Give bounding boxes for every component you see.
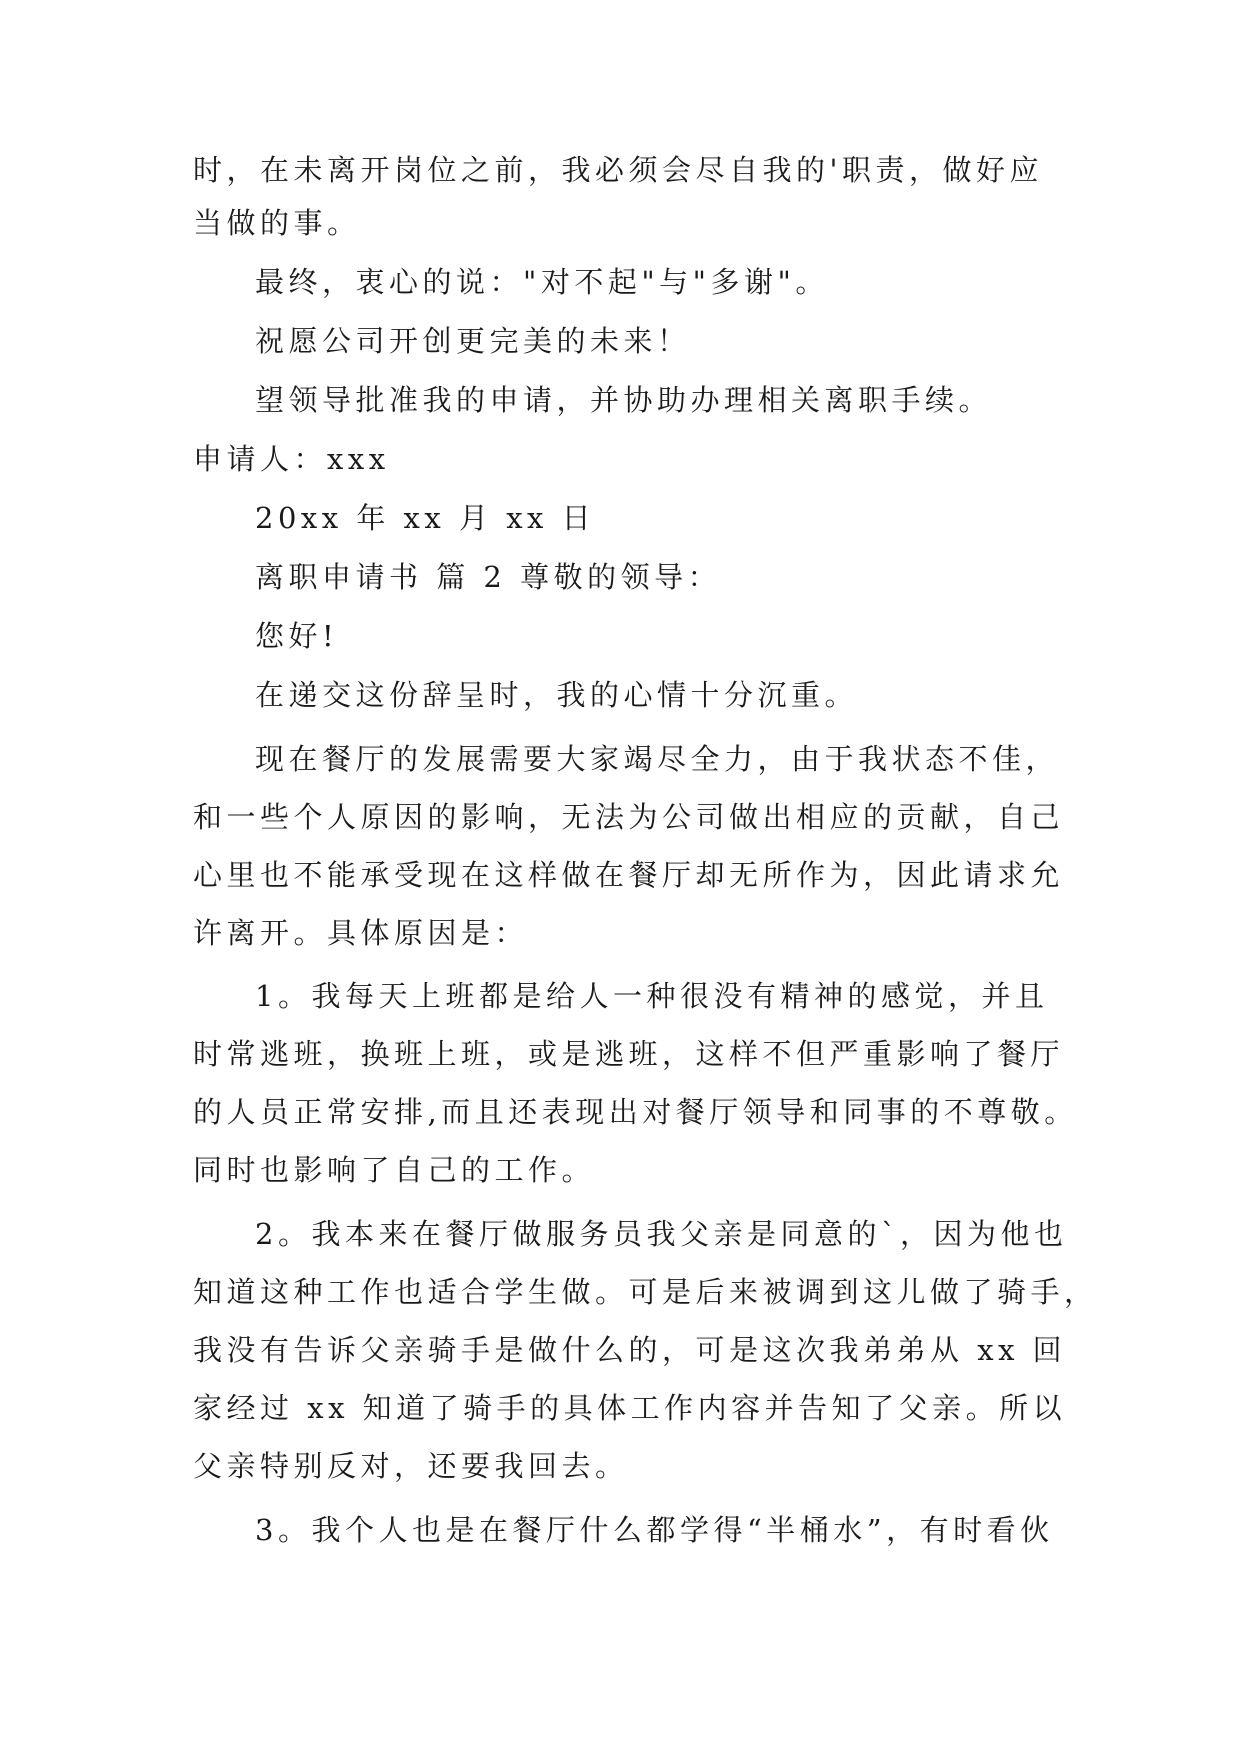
text-line: 现在餐厅的发展需要大家竭尽全力，由于我状态不佳， — [255, 742, 1060, 776]
text-line: 心里也不能承受现在这样做在餐厅却无所作为，因此请求允 — [193, 858, 1065, 892]
greeting: 您好! — [255, 619, 339, 653]
text-line: 和一些个人原因的影响，无法为公司做出相应的贡献，自己 — [193, 800, 1065, 834]
text-line: 1。我每天上班都是给人一种很没有精神的感觉，并且 — [255, 979, 1049, 1013]
text-line: 时常逃班，换班上班，或是逃班，这样不但严重影响了餐厅 — [193, 1037, 1065, 1071]
text-line: 的人员正常安排,而且还表现出对餐厅领导和同事的不尊敬。 — [193, 1095, 1078, 1129]
date-line: 20xx 年 xx 月 xx 日 — [255, 501, 596, 535]
text-line: 3。我个人也是在餐厅什么都学得“半桶水”，有时看伙 — [255, 1513, 1054, 1547]
text-line: 望领导批准我的申请，并协助办理相关离职手续。 — [255, 383, 993, 417]
text-line: 知道这种工作也适合学生做。可是后来被调到这儿做了骑手， — [193, 1275, 1098, 1309]
text-line: 我没有告诉父亲骑手是做什么的，可是这次我弟弟从 xx 回 — [193, 1333, 1067, 1367]
text-line: 祝愿公司开创更完美的未来！ — [255, 324, 691, 358]
text-line: 时，在未离开岗位之前，我必须会尽自我的'职责，做好应 — [193, 153, 1043, 187]
text-line: 2。我本来在餐厅做服务员我父亲是同意的`，因为他也 — [255, 1217, 1068, 1251]
text-line: 许离开。具体原因是： — [193, 916, 529, 950]
text-line: 在递交这份辞呈时，我的心情十分沉重。 — [255, 678, 859, 712]
signature-label: 申请人：xxx — [193, 442, 390, 476]
text-line: 当做的事。 — [193, 206, 361, 240]
text-line: 家经过 xx 知道了骑手的具体工作内容并告知了父亲。所以 — [193, 1391, 1067, 1425]
section-heading: 离职申请书 篇 2 尊敬的领导： — [255, 560, 722, 594]
text-line: 同时也影响了自己的工作。 — [193, 1153, 596, 1187]
text-line: 最终，衷心的说："对不起"与"多谢"。 — [255, 265, 829, 299]
text-line: 父亲特别反对，还要我回去。 — [193, 1449, 629, 1483]
